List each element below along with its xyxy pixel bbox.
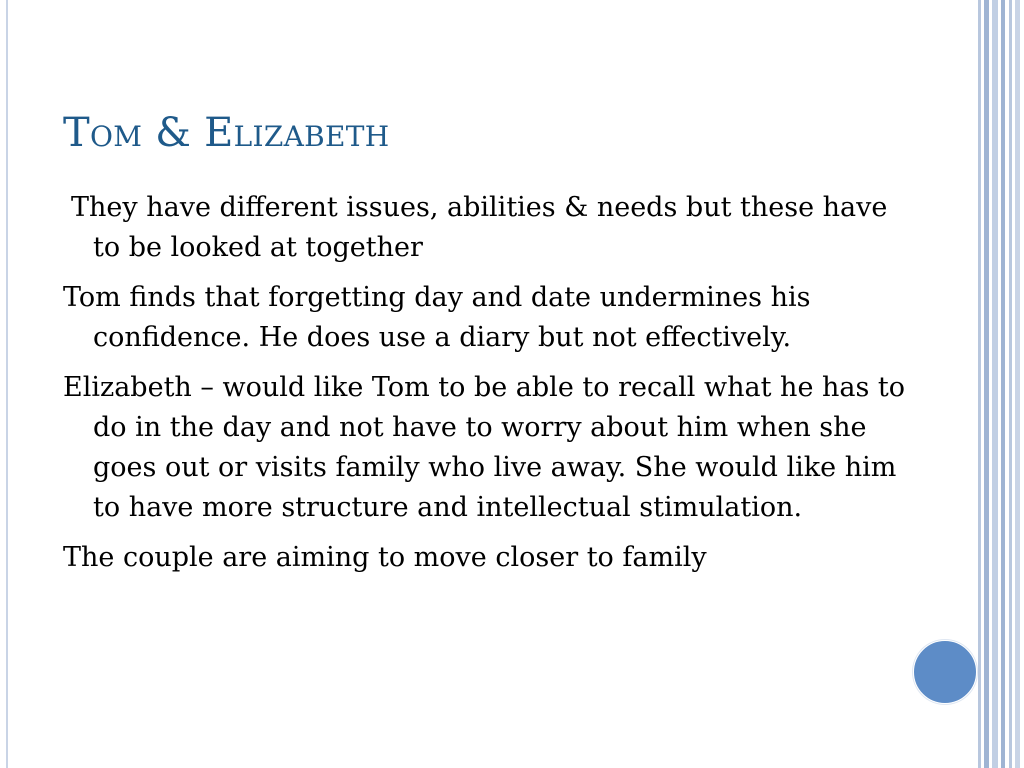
right-border-stripe — [978, 0, 981, 768]
right-border-stripe — [1001, 0, 1005, 768]
slide-title: Tom & Elizabeth — [63, 110, 390, 156]
body-paragraph: Elizabeth – would like Tom to be able to recall what he has to do in the day and not have to worry about him when she goes out or visits family who live away. She would like him to have more structure and intellectual stimulation. — [63, 372, 906, 523]
left-border-line — [6, 0, 8, 768]
right-border-stripe — [992, 0, 998, 768]
paragraph-text: They have different issues, abilities & needs but these have to be looked at together — [71, 192, 888, 263]
right-border-stripe — [1015, 0, 1020, 768]
right-border-stripe — [1009, 0, 1012, 768]
body-paragraph: Tom finds that forgetting day and date undermines his confidence. He does use a diary but not effectively. — [63, 282, 811, 353]
slide-body — [63, 188, 913, 588]
body-paragraph: The couple are aiming to move closer to family — [63, 542, 707, 573]
right-border-stripe — [984, 0, 989, 768]
body-paragraph — [63, 188, 913, 268]
decorative-circle — [913, 640, 977, 704]
